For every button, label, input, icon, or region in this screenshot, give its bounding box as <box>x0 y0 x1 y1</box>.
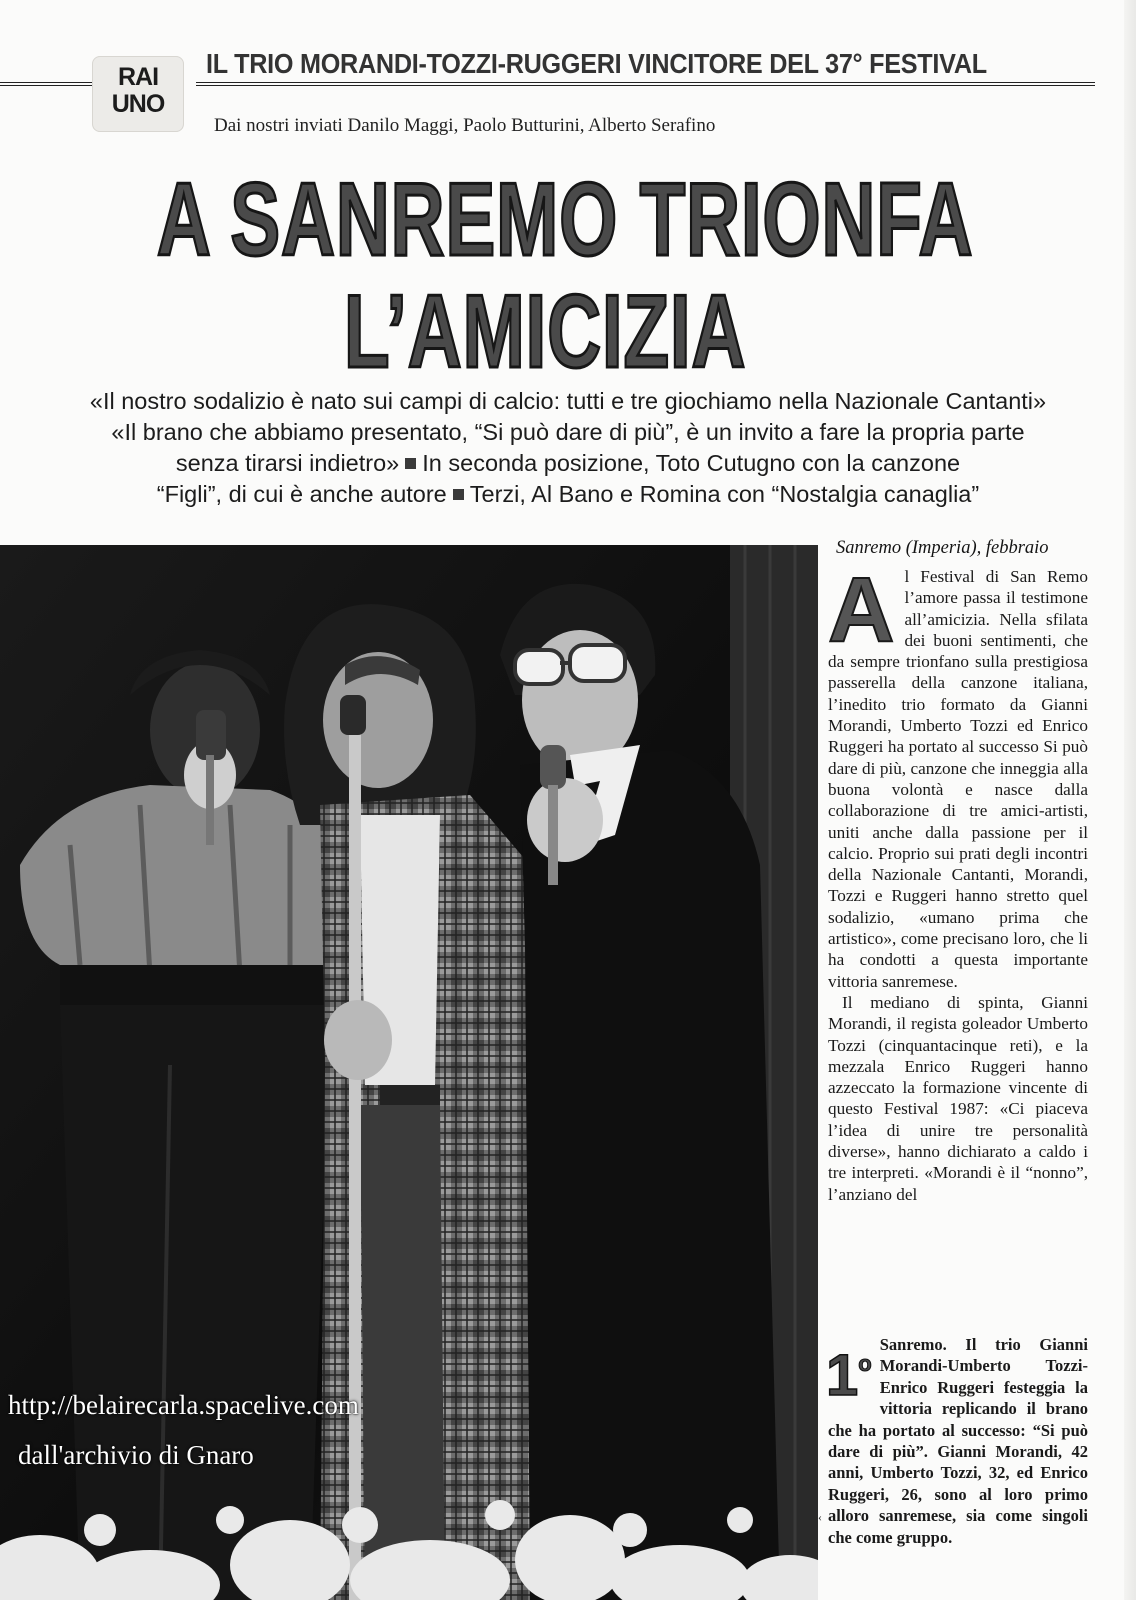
headline-line-2: L’AMICIZIA <box>343 274 747 390</box>
headline-line-1: A SANREMO TRIONFA <box>156 162 974 278</box>
article-paragraph-2: Il mediano di spinta, Gianni Morandi, il regista goleador Umberto Tozzi (cinquantacinque reti), e la mezzala Enrico Ruggeri hanno azzeccato la formazione vincente di questo Festival 1987: «Ci piaceva l’idea di unire tre personalità diverse», hanno dichiarato a caldo i tre interpreti. «Morandi è il “nonno”, l’anziano del <box>828 992 1088 1204</box>
logo-uno-text: UNO <box>111 90 165 118</box>
header-rule-left <box>0 82 92 86</box>
subheadline <box>0 386 1136 510</box>
caption-number-digit: 1 <box>826 1343 859 1408</box>
watermark-archive-credit: dall'archivio di Gnaro <box>18 1440 254 1470</box>
square-bullet-icon <box>453 489 464 500</box>
subhead-line-3b: In seconda posizione, Toto Cutugno con la canzone <box>422 450 961 476</box>
drop-cap: A <box>828 559 895 661</box>
byline: Dai nostri inviati Danilo Maggi, Paolo Butturini, Alberto Serafino <box>214 115 716 136</box>
subhead-line-2: «Il brano che abbiamo presentato, “Si può dare di più”, è un invito a fare la propria parte <box>111 419 1025 445</box>
paragraph-1-text: l Festival di San Remo l’amore passa il testimone all’amicizia. Nella sfilata dei buoni sentimenti, che da sempre trionfano sulla prestigiosa passerella della canzone italiana, l’inedito trio formato da Gianni Morandi, Umberto Tozzi ed Enrico Ruggeri ha portato al successo Si può dare di più, canzone che inneggia alla buona volontà e nasce dalla collaborazione di tre amici-artisti, uniti anche dalla passione per il calcio. Proprio sui prati degli incontri della Nazionale Cantanti, Morandi, Tozzi e Ruggeri hanno stretto quel sodalizio, «umano prima che artistico», come precisano loro, che li ha condotti a questa importante vittoria sanremese. <box>828 567 1088 991</box>
caption-text: Sanremo. Il trio Gianni Morandi-Umberto Tozzi-Enrico Ruggeri festeggia la vittoria replicando il brano che ha portato al successo: “Si può dare di più”. Gianni Morandi, 42 anni, Umberto Tozzi, 32, ed Enrico Ruggeri, 26, sono al loro primo alloro sanremese, sia come singoli che come gruppo. <box>828 1335 1088 1547</box>
subhead-line-4 <box>0 479 1136 510</box>
header-rule-right <box>196 82 1095 86</box>
subhead-line-1: «Il nostro sodalizio è nato sui campi di calcio: tutti e tre giochiamo nella Nazionale Cantanti» <box>89 388 1047 414</box>
caption-number <box>826 1338 872 1408</box>
subhead-line-3a: senza tirarsi indietro» <box>175 450 400 476</box>
square-bullet-icon <box>405 458 416 469</box>
kicker: IL TRIO MORANDI-TOZZI-RUGGERI VINCITORE DEL 37° FESTIVAL <box>206 48 987 79</box>
page-right-edge <box>1124 0 1136 1600</box>
logo-rai-text: RAI <box>117 63 159 91</box>
rai-uno-logo <box>92 56 184 132</box>
subhead-line-3 <box>0 448 1136 479</box>
caption-number-degree: o <box>858 1351 872 1376</box>
article-paragraph-1 <box>828 559 1088 992</box>
article-body <box>828 559 1088 1205</box>
margin-mark: ‹ <box>818 1510 822 1524</box>
watermark-url: http://belairecarla.spacelive.com <box>8 1390 359 1420</box>
photo-caption <box>828 1334 1088 1548</box>
subhead-line-4b: Terzi, Al Bano e Romina con “Nostalgia canaglia” <box>469 481 980 507</box>
dateline: Sanremo (Imperia), febbraio <box>836 538 1049 558</box>
subhead-line-4a: “Figli”, di cui è anche autore <box>156 481 447 507</box>
headline <box>0 162 1136 390</box>
